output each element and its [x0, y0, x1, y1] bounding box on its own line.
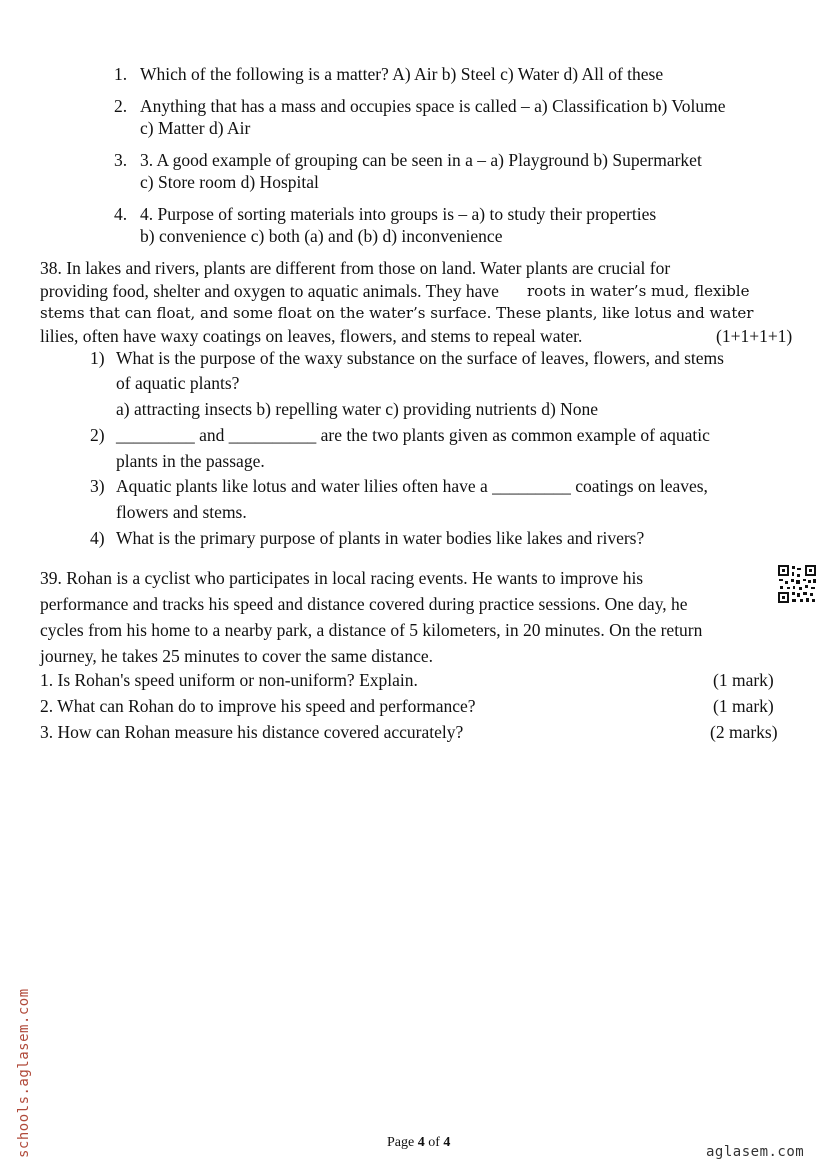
passage-line: cycles from his home to a nearby park, a distance of 5 kilometers, in 20 minutes. On the return: [40, 620, 703, 640]
sub-question: of aquatic plants?: [116, 373, 240, 393]
marks-label: (2 marks): [710, 722, 778, 742]
mcq-number: 4.: [114, 204, 128, 224]
passage-line: stems that can float, and some float on the water’s surface. These plants, like lotus and water: [40, 304, 754, 322]
sub-question: What is the primary purpose of plants in water bodies like lakes and rivers?: [116, 528, 645, 548]
sub-question: What is the purpose of the waxy substance on the surface of leaves, flowers, and stems: [116, 348, 724, 368]
sub-question: plants in the passage.: [116, 451, 265, 471]
mcq-number: 3.: [114, 150, 128, 170]
page-total: 4: [443, 1135, 451, 1150]
mcq-number: 2.: [114, 96, 128, 116]
page-number: 4: [417, 1135, 425, 1150]
mcq-text: 4. Purpose of sorting materials into groups is – a) to study their properties: [140, 204, 657, 224]
passage-line: 38. In lakes and rivers, plants are different from those on land. Water plants are crucial for: [40, 258, 671, 278]
passage-line: lilies, often have waxy coatings on leaves, flowers, and stems to repeal water.: [40, 326, 583, 346]
page-footer: [387, 1134, 450, 1152]
mcq-text: c) Store room d) Hospital: [140, 172, 319, 192]
sub-question: 2. What can Rohan do to improve his speed and performance?: [40, 696, 476, 716]
watermark-right: aglasem.com: [706, 1144, 805, 1160]
mcq-text: c) Matter d) Air: [140, 118, 251, 138]
marks-label: (1 mark): [713, 670, 774, 690]
sub-number: 4): [90, 528, 105, 548]
sub-question: _________ and __________ are the two plants given as common example of aquatic: [116, 425, 710, 445]
mcq-text: Which of the following is a matter? A) Air b) Steel c) Water d) All of these: [140, 64, 664, 84]
marks-label: (1+1+1+1): [716, 326, 793, 346]
mcq-number: 1.: [114, 64, 128, 84]
sub-question: 1. Is Rohan's speed uniform or non-uniform? Explain.: [40, 670, 418, 690]
passage-line: 39. Rohan is a cyclist who participates in local racing events. He wants to improve his: [40, 568, 644, 588]
sub-question: 3. How can Rohan measure his distance covered accurately?: [40, 722, 464, 742]
sub-question: a) attracting insects b) repelling water c) providing nutrients d) None: [116, 399, 599, 419]
passage-line: roots in water’s mud, flexible: [527, 282, 750, 300]
passage-line: providing food, shelter and oxygen to aquatic animals. They have: [40, 281, 499, 301]
sub-question: flowers and stems.: [116, 502, 247, 522]
passage-line: journey, he takes 25 minutes to cover the same distance.: [40, 646, 433, 666]
of-label: of: [428, 1135, 440, 1150]
sub-question: Aquatic plants like lotus and water lilies often have a _________ coatings on leaves,: [116, 476, 708, 496]
mcq-text: 3. A good example of grouping can be seen in a – a) Playground b) Supermarket: [140, 150, 702, 170]
sub-number: 3): [90, 476, 105, 496]
mcq-text: b) convenience c) both (a) and (b) d) inconvenience: [140, 226, 503, 246]
qr-code-icon: [777, 564, 817, 604]
sub-number: 1): [90, 348, 105, 368]
sub-number: 2): [90, 425, 105, 445]
passage-line: performance and tracks his speed and distance covered during practice sessions. One day, he: [40, 594, 688, 614]
mcq-text: Anything that has a mass and occupies space is called – a) Classification b) Volume: [140, 96, 726, 116]
page-label: Page: [387, 1135, 415, 1150]
watermark-side: schools.aglasem.com: [16, 988, 32, 1158]
marks-label: (1 mark): [713, 696, 774, 716]
